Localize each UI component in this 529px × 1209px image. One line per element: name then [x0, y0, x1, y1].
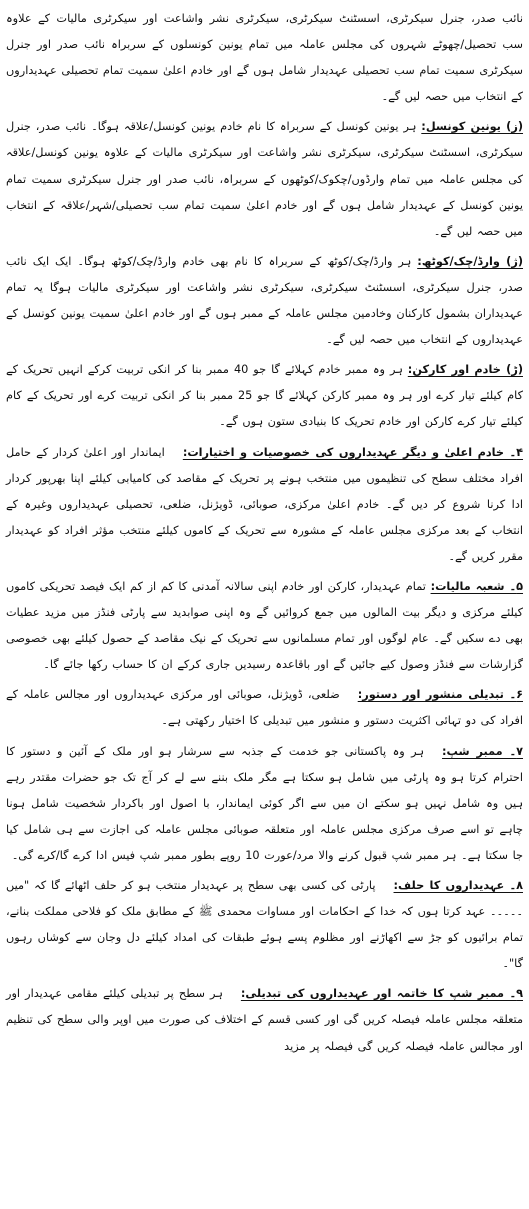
paragraph-1-text: نائب صدر، جنرل سیکرٹری، اسسٹنٹ سیکرٹری، سیکرٹری نشر واشاعت اور سیکرٹری مالیات کے علاوہ سب تحصیل/چھوٹے شہروں کی مجلس عاملہ میں تمام یونین کونسلوں کے سربراہ نائب صدر اور جنرل سیکرٹری سمیت تمام سب تحصیلی عہدیدار شامل ہوں گے اور خادم اعلیٰ سمیت تمام تحصیلی عہدیداروں کے انتخاب میں حصہ لیں گے۔: [6, 12, 523, 104]
paragraph-office-bearers: [6, 440, 523, 570]
paragraph-text: ایماندار اور اعلیٰ کردار کے حامل افراد مختلف سطح کی تنظیموں میں منتخب ہونے پر تحریک کے مقاصد کی کامیابی کیلئے اپنا بھرپور کردار ادا کرنا شروع کر دیں گے۔ خادم اعلیٰ مرکزی، صوبائی، ڈویژنل، ضلعی، تحصیلی عہدیداروں وغیرہ کے انتخاب کے بعد مرکزی مجلس عاملہ کے مشورہ سے تحریک کے کاموں کیلئے منتخب مؤثر افراد کو عہدیدار مقرر کریں گے۔: [6, 445, 523, 563]
section-heading: (ژ) وارڈ/چک/کوٹھ:: [417, 254, 524, 268]
section-heading: ۵۔ شعبہ مالیات:: [430, 579, 524, 593]
paragraph-text: ہر وہ پاکستانی جو خدمت کے جذبہ سے سرشار ہو اور ملک کے آئین و دستور کا احترام کرتا ہو وہ پارٹی میں شامل ہو سکتا ہے مگر ملک بننے سے لے کر آج تک جو حضرات مقتدر رہے ہیں وہ شامل نہیں ہو سکتے ان میں سے اگر کوئی ایماندار، با اصول اور باکردار شخصیت شامل ہونا چاہے تو اسے صرف مرکزی مجلس عاملہ اور متعلقہ صوبائی مجلس عاملہ کی اجازت سے ہی شامل کیا جا سکتا ہے۔ ہر ممبر شپ قبول کرنے والا مرد/عورت 10 روپے بطور ممبر شپ فیس ادا کرے گا/کرے گی۔: [6, 744, 523, 862]
section-heading: ۸۔ عہدیداروں کا حلف:: [393, 879, 523, 892]
paragraph-membership: [6, 739, 523, 869]
paragraph-finance: [6, 574, 523, 678]
section-heading: ۷۔ ممبر شپ:: [442, 744, 524, 758]
section-heading: (ڑ) خادم اور کارکن:: [407, 363, 523, 377]
paragraph-1: [6, 6, 523, 110]
paragraph-termination: [6, 981, 523, 1059]
section-heading: (ز) یونین کونسل:: [421, 120, 524, 134]
paragraph-text: پارٹی کی کسی بھی سطح پر عہدیدار منتخب ہو کر حلف اٹھائے گا کہ "میں ۔۔۔۔۔ عہد کرتا ہوں کہ خدا کے احکامات اور مساوات محمدی ﷺ کے مطابق ملک کو فلاحی مملکت بنانے، تمام برائیوں کو جڑ سے اکھاڑنے اور مظلوم پسے ہوئے طبقات کی امداد کیلئے دل وجان سے کوشاں رہوں گا"۔: [6, 879, 523, 971]
paragraph-ward: [6, 249, 523, 353]
paragraph-khadim-karkun: [6, 357, 523, 435]
paragraph-text: تمام عہدیدار، کارکن اور خادم اپنی سالانہ آمدنی کا کم از کم ایک فیصد تحریکی کاموں کیلئے مرکزی و دیگر بیت المالوں میں جمع کروائیں گے وہ اپنی صوابدید سے پارٹی فنڈز میں مزید عطیات بھی دے سکیں گے۔ عام لوگوں اور تمام مسلمانوں سے تحریک کے نیک مقاصد کے حصول کیلئے بھی خصوصی گزارشات سے فنڈز وصول کیے جائیں گے اور باقاعدہ رسیدیں جاری کرکے ان کا حساب رکھا جائے گا۔: [6, 579, 523, 672]
paragraph-text: ہر وہ ممبر خادم کہلائے گا جو 40 ممبر بنا کر انکی تربیت کرکے انہیں تحریک کے کام کیلئے تیار کرے اور ہر وہ ممبر کارکن کہلائے گا جو 25 ممبر بنا کر انکی تربیت کرے اور تحریک کے کام کیلئے تیار کرے کارکن اور خادم تحریک کا بنیادی ستون ہوں گے۔: [6, 363, 523, 429]
paragraph-union-council: [6, 114, 523, 244]
section-heading: ۶۔ تبدیلی منشور اور دستور:: [357, 688, 523, 702]
paragraph-text: ہر سطح پر تبدیلی کیلئے مقامی عہدیدار اور متعلقہ مجلس عاملہ فیصلہ کریں گی اور کسی قسم کے اختلاف کی صورت میں اوپر والی سطح کی تنظیم اور مجالس عاملہ فیصلہ کریں گی فیصلہ پر مزید: [6, 987, 523, 1053]
section-heading: ۴۔ خادم اعلیٰ و دیگر عہدیداروں کی خصوصیات و اختیارات:: [182, 445, 524, 459]
paragraph-text: ہر یونین کونسل کے سربراہ کا نام خادم یونین کونسل/علاقہ ہوگا۔ نائب صدر، جنرل سیکرٹری، اسسٹنٹ سیکرٹری، سیکرٹری نشر واشاعت اور سیکرٹری مالیات کے علاوہ یونین کونسل/علاقہ کی مجلس عاملہ میں تمام وارڈوں/چکوک/کوٹھوں کے سربراہ، نائب صدر اور جنرل سیکرٹری سمیت تمام یونین کونسل کے عہدیدار شامل ہوں گے اور خادم اعلیٰ سمیت تمام سب تحصیلی/شہر/علاقہ کے انتخاب میں حصہ لیں گے۔: [6, 120, 523, 238]
paragraph-text: ضلعی، ڈویژنل، صوبائی اور مرکزی عہدیداروں اور مجالس عاملہ کے افراد کی دو تہائی اکثریت دستور و منشور میں تبدیلی کا اختیار رکھتی ہے۔: [6, 688, 523, 728]
section-heading: ۹۔ ممبر شپ کا خاتمہ اور عہدیداروں کی تبدیلی:: [240, 987, 523, 1001]
paragraph-oath: [6, 873, 523, 977]
paragraph-manifesto: [6, 682, 523, 734]
paragraph-text: ہر وارڈ/چک/کوٹھ کے سربراہ کا نام بھی خادم وارڈ/چک/کوٹھ ہوگا۔ ایک ایک نائب صدر، جنرل سیکرٹری، اسسٹنٹ سیکرٹری، سیکرٹری نشر واشاعت اور سیکرٹری مالیات ہوگا یہ تمام عہدیداران بشمول کارکنان وخادمین مجلس عاملہ کے ممبر ہوں گے اور خادم اعلیٰ سمیت یونین کونسل کے عہدیداروں کے انتخاب میں حصہ لیں گے۔: [6, 254, 523, 347]
